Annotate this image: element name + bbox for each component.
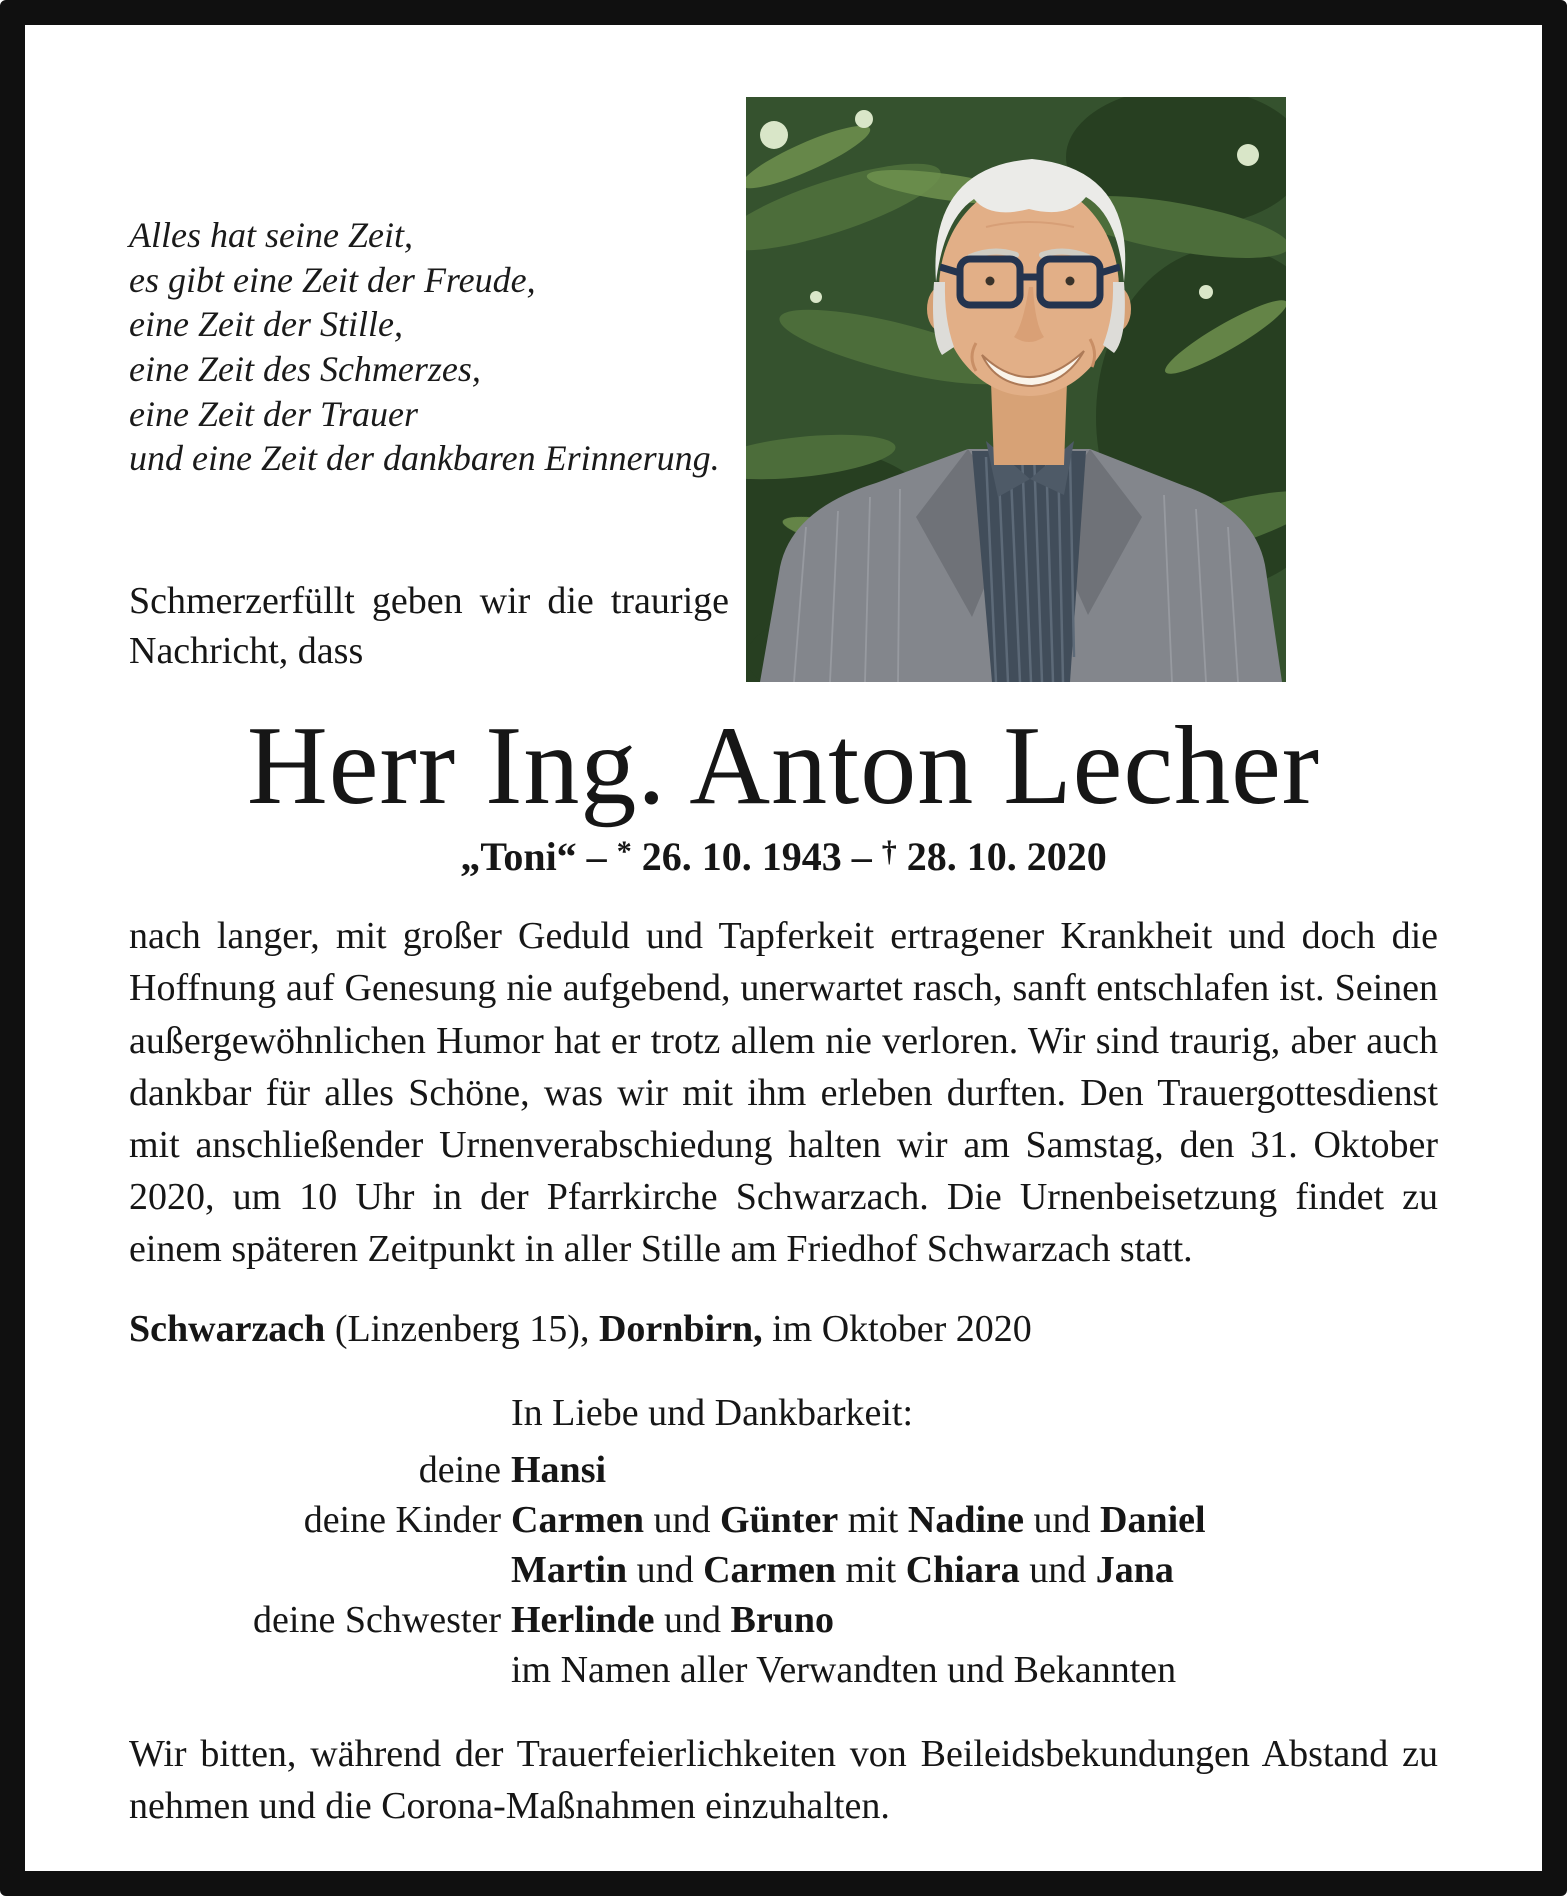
family-name: Bruno [730,1599,835,1642]
family-name: Hansi [511,1448,607,1491]
family-closing: im Namen aller Verwandten und Bekannten [511,1649,1177,1692]
family-relation-label: deine Kinder [303,1499,501,1542]
family-name: Martin [511,1549,628,1592]
family-connector: und [643,1499,720,1542]
poem-line: Alles hat seine Zeit, [129,215,413,255]
nickname: „Toni“ – [460,834,617,880]
portrait-illustration [746,97,1286,682]
family-connector: und [627,1549,704,1592]
birth-date: 26. 10. 1943 – [631,834,882,880]
poem-line: eine Zeit der Stille, [129,304,403,345]
family-names [501,1495,1206,1545]
family-list [129,1445,1438,1696]
family-connector: und [1024,1499,1101,1542]
family-name: Herlinde [511,1599,655,1642]
family-name: Carmen [511,1499,644,1542]
birth-symbol: * [616,835,632,869]
poem-line: und eine Zeit der dankbaren Erinnerung. [129,438,720,479]
family-connector: und [1019,1549,1096,1592]
family-connector: mit [838,1499,908,1542]
family-relation-label: deine [418,1448,501,1491]
address: (Linzenberg 15), [325,1307,599,1350]
intro-text: Schmerzerfüllt geben wir die traurige Nachricht, dass [129,579,729,672]
family-row [129,1495,1438,1545]
poem-line: es gibt eine Zeit der Freude, [129,259,536,300]
family-name: Carmen [703,1549,837,1592]
poem-line: eine Zeit des Schmerzes, [129,348,481,389]
family-row [129,1595,1438,1645]
family-connector: und [654,1599,731,1642]
family-names [501,1445,606,1495]
poem [129,213,729,481]
corona-notice: Wir bitten, während der Trauerfeierlichkeiten von Beileidsbekundungen Abstand zu nehmen und die Corona-Maßnahmen einzuhalten. [129,1732,1438,1827]
portrait-photo [746,97,1286,682]
place-name: Schwarzach [129,1307,326,1350]
family-relation-label [129,1645,501,1695]
death-date: 28. 10. 2020 [896,834,1107,880]
gratitude-line: In Liebe und Dankbarkeit: [511,1391,914,1434]
family-names [501,1595,834,1645]
family-row [129,1445,1438,1495]
family-relation-label: deine Schwester [253,1599,501,1642]
poem-line: eine Zeit der Trauer [129,393,418,434]
top-section [129,25,1438,682]
month-year: im Oktober 2020 [762,1307,1032,1350]
left-column [129,25,729,682]
family-name: Jana [1095,1549,1174,1592]
place-date-line [129,1303,1438,1355]
family-relation-label [129,1545,501,1595]
deceased-dates [129,833,1438,880]
announcement-text: nach langer, mit großer Geduld und Tapferkeit ertragener Krankheit und doch die Hoffnung auf Genesung nie aufgebend, unerwartet rasch, sanft entschlafen ist. Seinen außergewöhnlichen Humor hat er trotz allem nie verloren. Wir sind traurig, aber auch dankbar für alles Schöne, was wir mit ihm erleben durften. Den Trauergottesdienst mit anschließender Urnenverabschiedung halten wir am Samstag, den 31. Oktober 2020, um 10 Uhr in der Pfarrkirche Schwarzach. Die Urnenbeisetzung findet zu einem späteren Zeitpunkt in aller Stille am Friedhof Schwarzach statt. [129,915,1438,1270]
death-symbol: † [881,835,897,869]
family-names [501,1645,1176,1695]
family-name: Nadine [907,1499,1025,1542]
family-row [129,1645,1438,1695]
family-row [129,1545,1438,1595]
family-name: Günter [719,1499,839,1542]
family-names [501,1545,1174,1595]
family-name: Daniel [1100,1499,1206,1542]
place-name-2: Dornbirn, [598,1307,763,1350]
family-connector: mit [836,1549,906,1592]
family-name: Chiara [905,1549,1020,1592]
deceased-name: Herr Ing. Anton Lecher [246,704,1321,828]
